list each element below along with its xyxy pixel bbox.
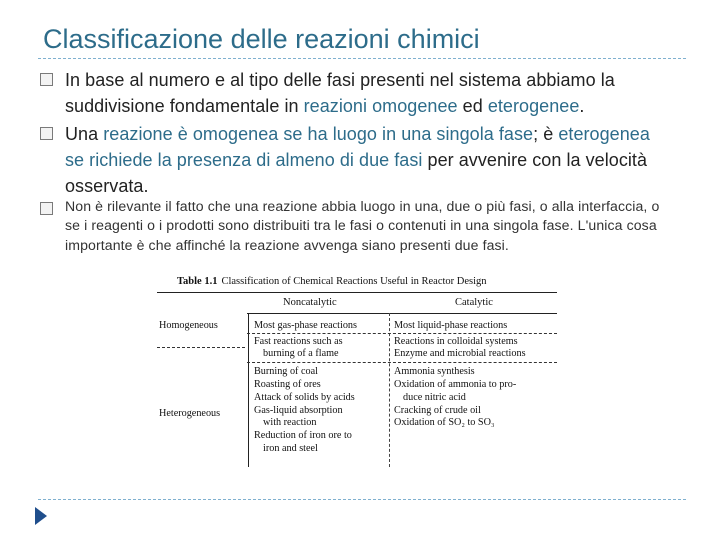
next-arrow-icon[interactable] <box>34 506 48 526</box>
bullet-text-part: ed <box>457 96 488 116</box>
table-cell: Oxidation of ammonia to pro- <box>394 379 517 390</box>
bullet-text-part: per avvenire con la velocità osservata. <box>65 150 648 196</box>
bullet-phase-classification <box>40 67 660 119</box>
term-heterogeneous: eterogenee <box>487 96 580 116</box>
bullet-text-part: ; è <box>533 124 559 144</box>
table-rule-dashed <box>247 362 557 363</box>
bullet-text-part: Una <box>65 124 104 144</box>
table-cell: Gas-liquid absorption <box>254 405 343 416</box>
table-rule-top <box>157 292 557 293</box>
square-bullet-icon <box>40 73 53 86</box>
table-column-divider <box>248 313 249 467</box>
definition-homogeneous: reazione è omogenea se ha luogo in una singola fase <box>103 124 534 144</box>
table-caption-text: Classification of Chemical Reactions Useful in Reactor Design <box>221 276 487 287</box>
table-cell: Cracking of crude oil <box>394 405 481 416</box>
table-cell: Reactions in colloidal systems <box>394 336 518 347</box>
table-cell: Reduction of iron ore to <box>254 430 352 441</box>
table-cell: Burning of coal <box>254 366 318 377</box>
bullet-text-part: . <box>579 96 585 116</box>
slide-title: Classificazione delle reazioni chimici <box>43 24 480 54</box>
reaction-classification-table <box>157 272 557 467</box>
table-cell: Attack of solids by acids <box>254 392 355 403</box>
column-header-noncatalytic: Noncatalytic <box>283 297 337 308</box>
bullet-text-part: In base al numero e al tipo delle fasi presenti nel sistema abbiamo la suddivisione fondamentale in <box>65 70 615 116</box>
bullet-note <box>40 197 662 255</box>
table-cell: iron and steel <box>263 443 318 454</box>
table-caption <box>177 276 487 287</box>
table-cell: burning of a flame <box>263 348 339 359</box>
table-cell: Fast reactions such as <box>254 336 343 347</box>
table-rule-header <box>247 313 557 314</box>
table-cell: Enzyme and microbial reactions <box>394 348 526 359</box>
definition-heterogeneous: eterogenea se richiede la presenza di almeno di due fasi <box>65 124 650 170</box>
column-header-catalytic: Catalytic <box>455 297 493 308</box>
bullet-definitions <box>40 121 660 199</box>
row-label-homogeneous: Homogeneous <box>159 320 218 331</box>
title-divider <box>38 58 686 59</box>
table-cell: with reaction <box>263 417 317 428</box>
bullet-text <box>65 121 660 199</box>
square-bullet-icon <box>40 202 53 215</box>
footer-divider <box>38 499 686 500</box>
table-cell: Ammonia synthesis <box>394 366 475 377</box>
term-homogeneous: reazioni omogenee <box>303 96 458 116</box>
table-column-divider-dashed <box>389 313 390 467</box>
bullet-text: Non è rilevante il fatto che una reazione abbia luogo in una, due o più fasi, o alla interfaccia, o se i reagenti o i prodotti sono distribuiti tra le fasi o contenuti in una singola fase. L'unica cosa importante è che affinché la reazione avvenga siano presenti due fasi. <box>65 198 660 253</box>
row-label-heterogeneous: Heterogeneous <box>159 408 221 419</box>
table-cell: duce nitric acid <box>403 392 466 403</box>
square-bullet-icon <box>40 127 53 140</box>
bullet-text <box>65 67 660 119</box>
table-cell: Roasting of ores <box>254 379 321 390</box>
table-label: Table 1.1 <box>177 276 218 287</box>
table-cell: Most gas-phase reactions <box>254 320 357 331</box>
table-cell: Most liquid-phase reactions <box>394 320 508 331</box>
table-rule-dashed <box>247 333 557 334</box>
table-rule-dashed <box>157 347 245 348</box>
table-cell: Oxidation of SO₂ to SO₃ <box>394 417 495 428</box>
